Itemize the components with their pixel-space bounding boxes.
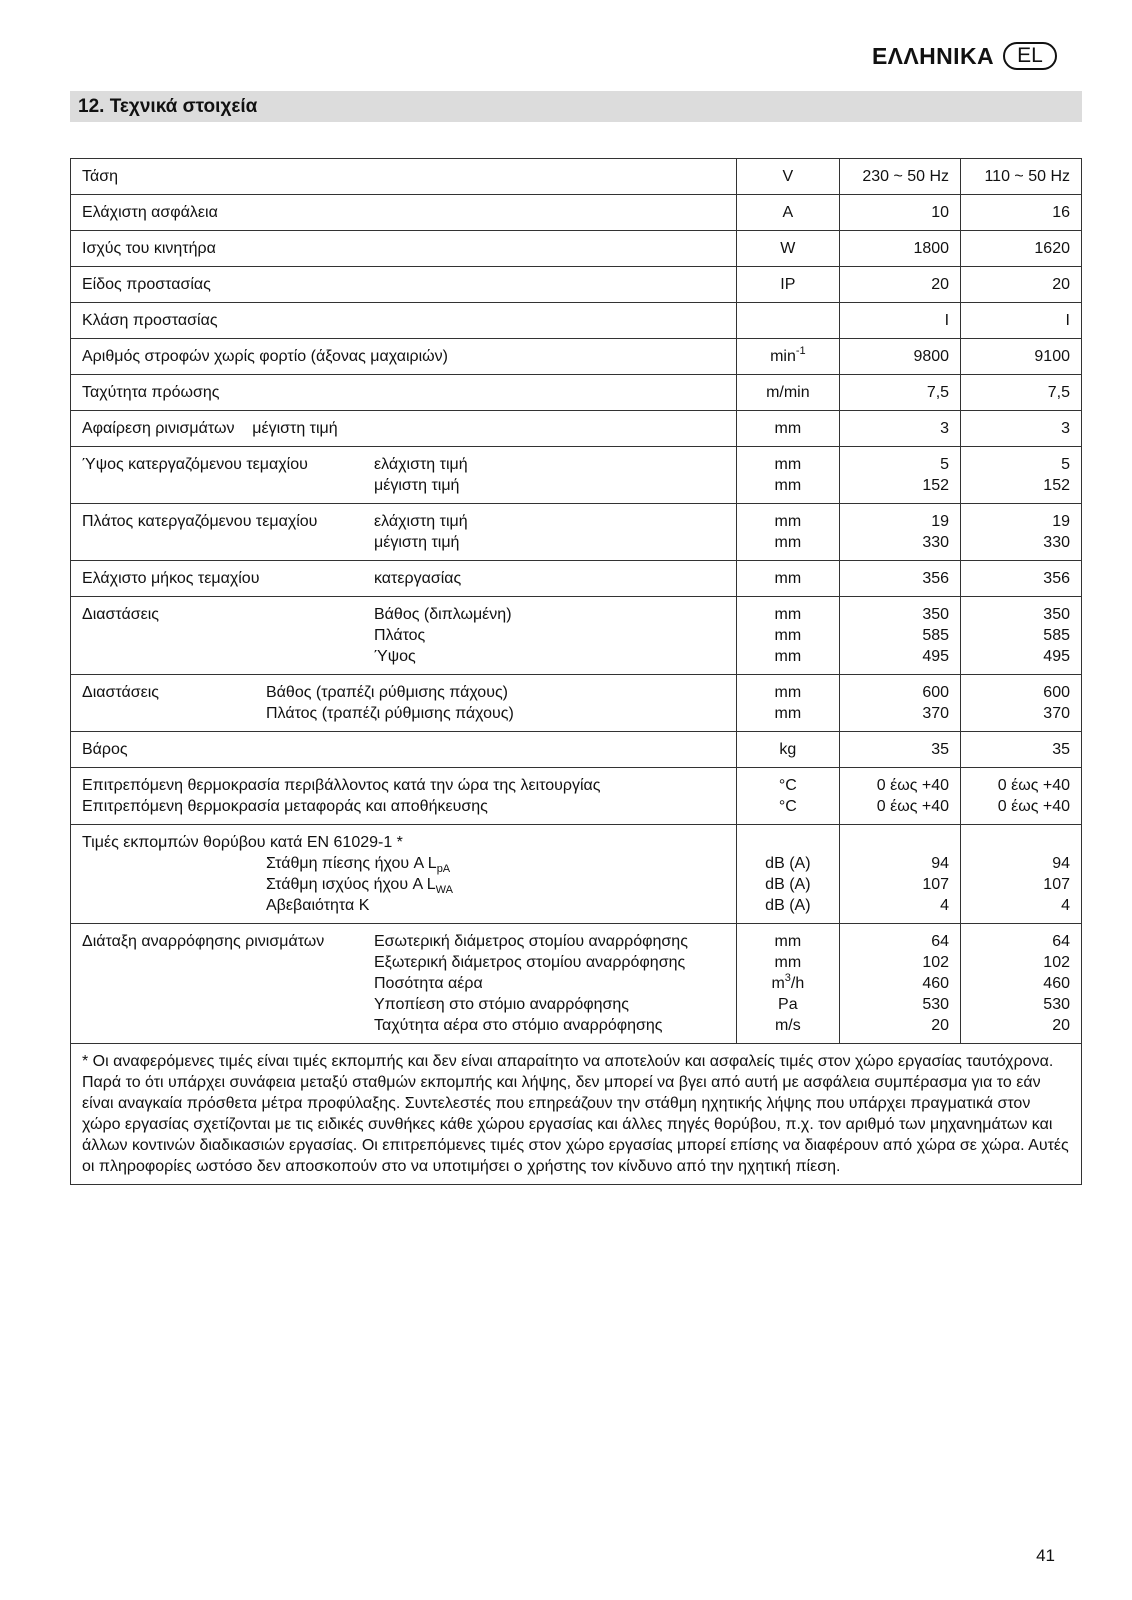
value-230v: 350 585 495 [840,597,961,675]
row-unit: mm mm mm [736,597,840,675]
table-row [71,303,1082,339]
table-row [71,561,1082,597]
value-230v: 19 330 [840,504,961,561]
row-sublabel: ελάχιστη τιμή [374,513,468,530]
row-sublabel: Βάθος (τραπέζι ρύθμισης πάχους) [266,684,508,701]
table-row [71,504,1082,561]
value-110v: 64 102 460 530 20 [961,924,1082,1044]
row-label [71,561,737,597]
value-110v: 356 [961,561,1082,597]
row-label: Ισχύς του κινητήρα [71,231,737,267]
row-label [71,447,737,504]
value-110v: 7,5 [961,375,1082,411]
value-230v: I [840,303,961,339]
language-header [872,41,1057,71]
table-row [71,267,1082,303]
table-row [71,339,1082,375]
row-label [71,411,737,447]
row-label: Τιμές εκπομπών θορύβου κατά EN 61029-1 * Στάθμη πίεσης ήχου A $L_{pA}$ Στάθμη ισχύος ήχου A $L_{WA}$ Αβεβαιότητα K [71,825,737,924]
row-label-text: Ύψος κατεργαζόμενου τεμαχίου [82,456,308,473]
row-unit [736,303,840,339]
value-230v: 3 [840,411,961,447]
table-row [71,159,1082,195]
row-label-text: Ελάχιστο μήκος τεμαχίου [82,570,260,587]
row-label-text: Τιμές εκπομπών θορύβου κατά EN 61029-1 * [82,834,403,851]
section-title: 12. Τεχνικά στοιχεία [70,91,1082,122]
value-230v: 9800 [840,339,961,375]
table-row [71,675,1082,732]
value-230v: 0 έως +40 0 έως +40 [840,768,961,825]
value-110v: 9100 [961,339,1082,375]
value-110v: 1620 [961,231,1082,267]
value-110v: 3 [961,411,1082,447]
value-230v: 20 [840,267,961,303]
table-row [71,768,1082,825]
table-row [71,924,1082,1044]
row-sublabel: μέγιστη τιμή [374,477,460,494]
value-230v: 1800 [840,231,961,267]
row-label: Είδος προστασίας [71,267,737,303]
value-110v: 600 370 [961,675,1082,732]
row-unit: W [736,231,840,267]
row-label-text: Αφαίρεση ρινισμάτων μέγιστη τιμή [82,420,338,437]
footnote-text: * Οι αναφερόμενες τιμές είναι τιμές εκπομπής και δεν είναι απαραίτητο να αποτελούν και ασφαλείς τιμές στον χώρο εργασίας ταυτόχρονα. Παρά το ότι υπάρχει συνάφεια μεταξύ σταθμών εκπομπής και λήψης, δεν μπορεί να βγει από αυτή με ασφάλεια συμπέρασμα για το εάν είναι αναγκαία πρόσθετα μέτρα προφύλαξης. Συντελεστές που επηρεάζουν την στάθμη ηχητικής λήψης που υπάρχει πραγματικά στον χώρο εργασίας σχετίζονται με τις ειδικές συνθήκες κάθε χώρου εργασίας και άλλες πηγές θορύβου, π.χ. τον αριθμό των μηχανημάτων και άλλων κοντινών διαδικασιών εργασίας. Οι επιτρεπόμενες τιμές στον χώρο εργασίας μπορεί επίσης να διαφέρουν από χώρα σε χώρα. Αυτές οι πληροφορίες ωστόσο δεν αποσκοπούν στο να υποτιμήσει ο χρήστης τον κίνδυνο από την ηχητική πίεση. [71,1044,1082,1185]
value-110v: 16 [961,195,1082,231]
value-110v: 19 330 [961,504,1082,561]
value-110v: 110 ~ 50 Hz [961,159,1082,195]
value-110v: 5 152 [961,447,1082,504]
row-label-text: Διάταξη αναρρόφησης ρινισμάτων [82,933,325,950]
row-label-text: Πλάτος κατεργαζόμενου τεμαχίου [82,513,318,530]
value-230v: 5 152 [840,447,961,504]
row-unit: A [736,195,840,231]
row-label: Βάρος [71,732,737,768]
value-230v: 64 102 460 530 20 [840,924,961,1044]
row-sublabel: Πλάτος (τραπέζι ρύθμισης πάχους) [266,705,514,722]
row-label: Διάταξη αναρρόφησης ρινισμάτων Εσωτερική διάμετρος στομίου αναρρόφησης Εξωτερική διάμετρος στομίου αναρρόφησης Ποσότητα αέρα Υποπίεση στο στόμιο αναρρόφησης Ταχύτητα αέρα στο στόμιο αναρρόφησης [71,924,737,1044]
row-label-text: Διαστάσεις [82,684,159,701]
row-sublabel: Ύψος [374,648,416,665]
value-110v: 20 [961,267,1082,303]
row-unit: kg [736,732,840,768]
page-number: 41 [1036,1546,1055,1565]
value-230v: 10 [840,195,961,231]
table-row [71,825,1082,924]
row-unit: mm mm [736,504,840,561]
row-label: Αριθμός στροφών χωρίς φορτίο (άξονας μαχαιριών) [71,339,737,375]
row-unit: mm mm $m^3/h$ Pa m/s [736,924,840,1044]
value-110v: 350 585 495 [961,597,1082,675]
value-110v: 35 [961,732,1082,768]
value-230v: 600 370 [840,675,961,732]
value-230v: 94 107 4 [840,825,961,924]
row-label: Ταχύτητα πρόωσης [71,375,737,411]
row-unit: mm [736,561,840,597]
row-sublabel: μέγιστη τιμή [374,534,460,551]
row-sublabel: Πλάτος [374,627,426,644]
row-label: Κλάση προστασίας [71,303,737,339]
value-230v: 356 [840,561,961,597]
row-unit: m/min [736,375,840,411]
table-row [71,597,1082,675]
row-label: Τάση [71,159,737,195]
value-230v: 7,5 [840,375,961,411]
technical-data-table [70,158,1082,1185]
table-row [71,231,1082,267]
row-label [71,675,737,732]
table-row [71,411,1082,447]
value-110v: I [961,303,1082,339]
row-unit: IP [736,267,840,303]
table-row [71,195,1082,231]
row-label: Ελάχιστη ασφάλεια [71,195,737,231]
row-unit: V [736,159,840,195]
row-sublabel: ελάχιστη τιμή [374,456,468,473]
row-unit: °C °C [736,768,840,825]
value-230v: 35 [840,732,961,768]
value-110v: 94 107 4 [961,825,1082,924]
row-label: Επιτρεπόμενη θερμοκρασία περιβάλλοντος κατά την ώρα της λειτουργίας Επιτρεπόμενη θερμοκρασία μεταφοράς και αποθήκευσης [71,768,737,825]
value-110v: 0 έως +40 0 έως +40 [961,768,1082,825]
row-sublabel: κατεργασίας [374,570,462,587]
row-unit: mm [736,411,840,447]
row-unit: mm mm [736,675,840,732]
table-row [71,375,1082,411]
unit-base: min [770,348,796,365]
value-230v: 230 ~ 50 Hz [840,159,961,195]
table-row [71,447,1082,504]
unit-superscript: -1 [795,345,806,357]
language-code-badge: EL [1003,42,1057,70]
row-unit: dB (A) dB (A) dB (A) [736,825,840,924]
row-unit: mm mm [736,447,840,504]
row-label [71,597,737,675]
row-unit [736,339,840,375]
language-name: ΕΛΛΗΝΙΚΑ [871,42,994,69]
row-label [71,504,737,561]
footnote-row [71,1044,1082,1185]
row-sublabel: Βάθος (διπλωμένη) [374,606,512,623]
row-label-text: Διαστάσεις [82,606,159,623]
table-row [71,732,1082,768]
